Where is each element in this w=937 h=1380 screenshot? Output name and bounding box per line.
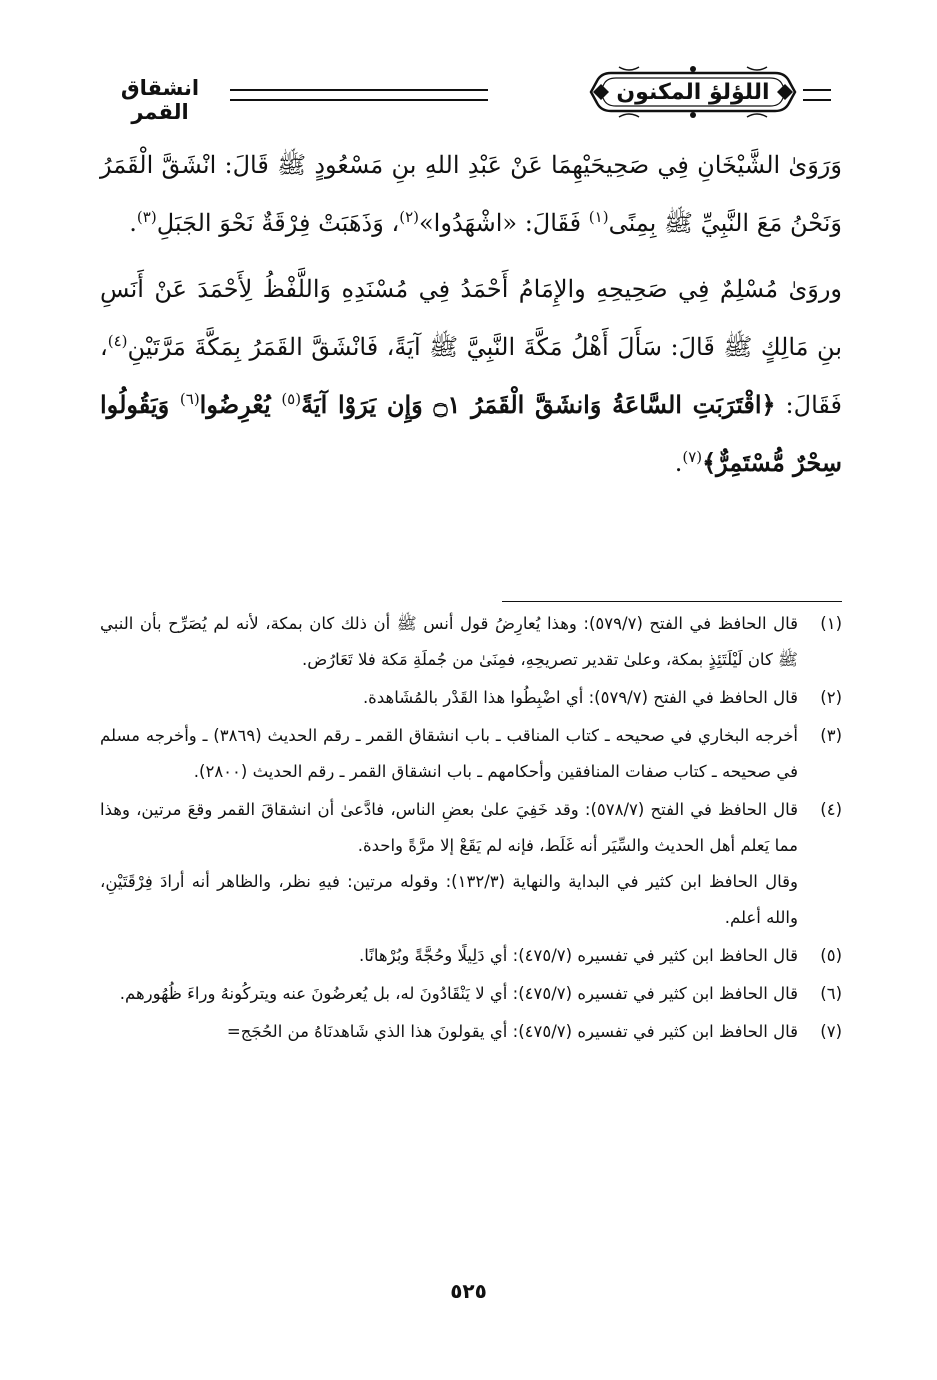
paragraph-2 xyxy=(100,260,842,492)
footnote-3 xyxy=(100,718,842,790)
chapter-title: انشقاق القمر xyxy=(120,76,200,124)
footnote-ref-6[interactable]: (٦) xyxy=(179,390,200,408)
footnote-text-part: وقال الحافظ ابن كثير في البداية والنهاية (١٣٢/٣): وقوله مرتين: فيهِ نظر، والظاهر أنه أرادَ فِرْقَتَيْنِ، والله أعلم. xyxy=(100,872,798,927)
footnote-text: قال الحافظ ابن كثير في تفسيره (٤٧٥/٧): أي يقولونَ هذا الذي شَاهدنَاهُ من الحُجَج= xyxy=(226,1022,798,1041)
text-run: فَقَالَ: «اشْهَدُوا» xyxy=(419,209,589,237)
text-run: . xyxy=(674,449,683,477)
footnote-ref-3[interactable]: (٣) xyxy=(136,208,157,226)
text-run: وَرَوَىٰ الشَّيْخَانِ فِي صَحِيحَيْهِمَا عَنْ عَبْدِ اللهِ بنِ مَسْعُودٍ ﷺ قَالَ: انْشَقَّ الْقَمَرُ وَنَحْنُ مَعَ النَّبِيِّ ﷺ بِمِنًى xyxy=(100,151,842,237)
footnote-number: (٧) xyxy=(820,1022,842,1041)
quran-verse: ﴿اقْتَرَبَتِ السَّاعَةُ وَانشَقَّ الْقَمَرُ ۝١ وَإِن يَرَوْا آيَةً xyxy=(301,390,776,419)
footnote-text: قال الحافظ ابن كثير في تفسيره (٤٧٥/٧): أي دَلِيلًا وحُجَّةً وبُرْهانًا. xyxy=(359,946,798,965)
text-run: وروَىٰ مُسْلِمٌ فِي صَحِيحِهِ والإِمَامُ أَحْمَدُ فِي مُسْنَدِهِ وَاللَّفْظُ لِأَحْمَدَ عَنْ أَنَسِ بنِ مَالِكٍ ﷺ قَالَ: سَأَلَ أَهْلُ مَكَّةَ النَّبِيَّ ﷺ آيَةً، فَانْشَقَّ القَمَرُ بِمَكَّةَ مَرَّتَيْنِ xyxy=(100,275,843,361)
footnote-2 xyxy=(100,680,842,716)
text-run: ، وَذَهَبَتْ فِرْقَةٌ نَحْوَ الجَبَلِ xyxy=(156,209,400,237)
footnotes xyxy=(100,606,842,1052)
paragraph-1 xyxy=(100,136,842,252)
running-header xyxy=(95,60,845,126)
footnote-ref-4[interactable]: (٤) xyxy=(107,332,128,350)
footnote-number: (٤) xyxy=(820,800,842,819)
footnote-ref-1[interactable]: (١) xyxy=(588,208,609,226)
main-text xyxy=(100,136,842,492)
footnote-number: (١) xyxy=(820,614,842,633)
quran-verse: يُعْرِضُوا xyxy=(199,390,282,419)
footnote-number: (٥) xyxy=(820,946,842,965)
header-rule-right xyxy=(803,89,831,101)
text-run: ، فَقَالَ: xyxy=(100,333,843,419)
footnote-text xyxy=(100,792,798,936)
footnote-ref-5[interactable]: (٥) xyxy=(281,390,302,408)
footnote-ref-2[interactable]: (٢) xyxy=(399,208,419,226)
footnote-text: قال الحافظ في الفتح (٥٧٩/٧): أي اضْبِطُوا هذا القَدْر بالمُشَاهدة. xyxy=(362,688,798,707)
footnote-7 xyxy=(100,1014,842,1050)
footnote-number: (٦) xyxy=(820,984,842,1003)
footnote-1 xyxy=(100,606,842,678)
book-title-cartouche xyxy=(589,63,797,121)
header-rule-left xyxy=(230,89,488,101)
text-run: . xyxy=(129,209,137,237)
footnote-text: قال الحافظ في الفتح (٥٧٩/٧): وهذا يُعارِضُ قول أنس ﷺ أن ذلك كان بمكة، لأنه لم يُصَرِّح بأن النبي ﷺ كان لَيْلَتَئِذٍ بمكة، وعلىٰ تقدير تصريحِهِ، فمِنَىٰ من جُملَةِ مَكة فلا تَعَارُض. xyxy=(100,614,798,669)
footnote-4 xyxy=(100,792,842,936)
footnote-text: أخرجه البخاري في صحيحه ـ كتاب المناقب ـ باب انشقاق القمر ـ رقم الحديث (٣٨٦٩) ـ وأخرجه مسلم في صحيحه ـ كتاب صفات المنافقين وأحكامهم ـ باب انشقاق القمر ـ رقم الحديث (٢٨٠٠). xyxy=(100,726,798,781)
footnote-ref-7[interactable]: (٧) xyxy=(682,448,703,466)
page-number: ٥٢٥ xyxy=(450,1279,487,1303)
footnote-text: قال الحافظ ابن كثير في تفسيره (٤٧٥/٧): أي لا يَنْقَادُونَ له، بل يُعرضُونَ عنه ويتركُونهُ وراءَ ظُهُورهم. xyxy=(119,984,798,1003)
footnote-separator xyxy=(502,601,842,602)
footnote-6 xyxy=(100,976,842,1012)
footnote-text-part: قال الحافظ في الفتح (٥٧٨/٧): وقد خَفِيَ علىٰ بعضِ الناس، فادَّعىٰ أن انشقاقَ القمر وقعَ مرتين، وهذا مما يَعلم أهل الحديث والسِّيَر أنه غَلَط، فإنه لم يَقَعْ إلا مرَّةً واحدة. xyxy=(100,800,798,855)
footnote-number: (٢) xyxy=(820,688,842,707)
book-title: اللؤلؤ المكنون xyxy=(616,79,770,105)
footnote-5 xyxy=(100,938,842,974)
footnote-number: (٣) xyxy=(820,726,842,745)
quran-verse: وَيَقُولُوا سِحْرٌ مُّسْتَمِرٌّ﴾ xyxy=(100,390,842,477)
